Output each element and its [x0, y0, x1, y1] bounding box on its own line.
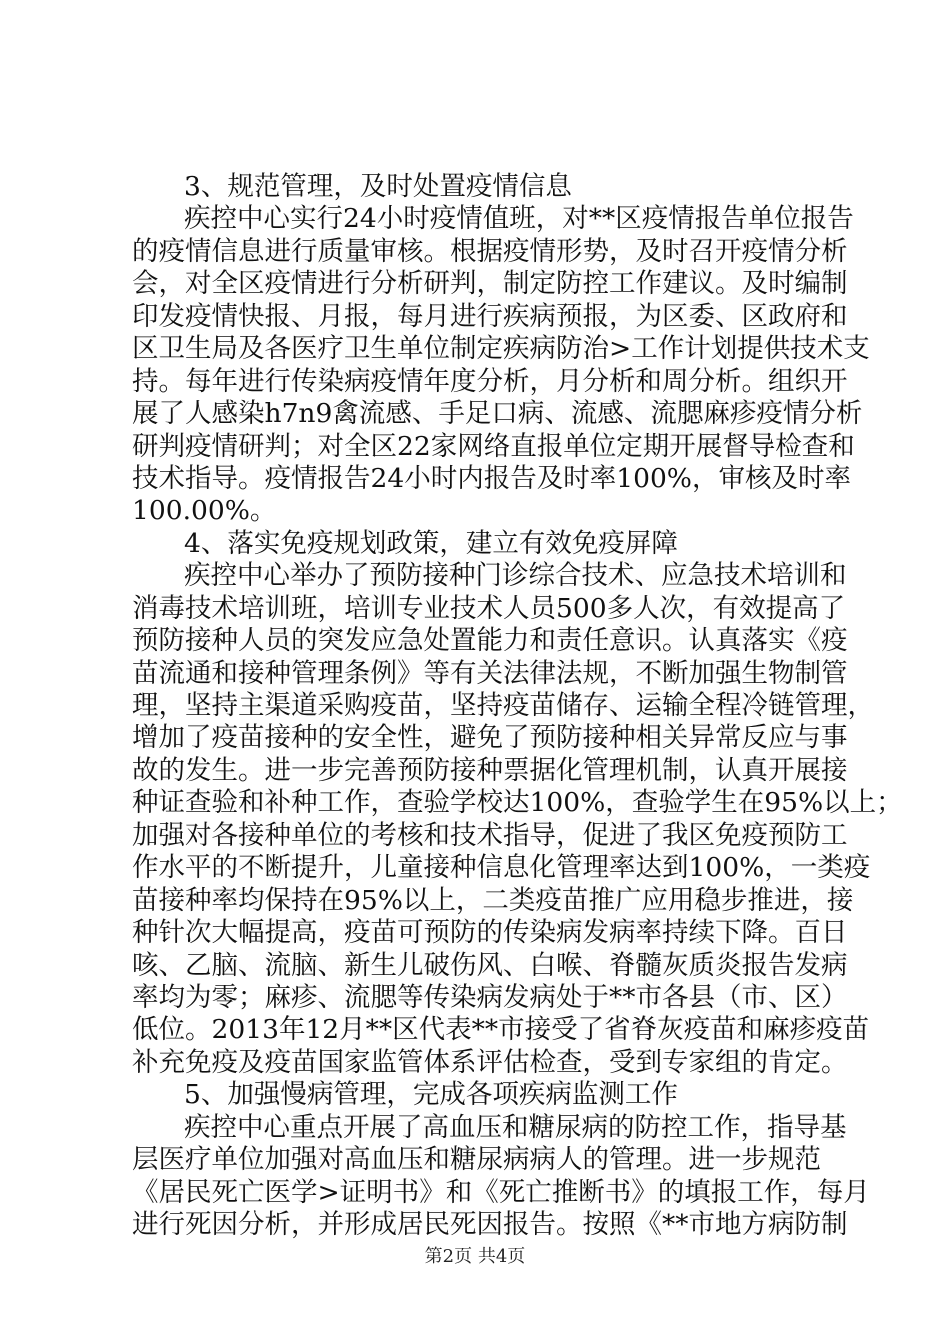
paragraph-line: 100.00%。 — [132, 495, 277, 527]
paragraph-line: 研判疫情研判；对全区22家网络直报单位定期开展督导检查和 — [132, 430, 855, 462]
page-footer: 第2页 共4页 — [424, 1246, 526, 1267]
paragraph-line: 疾控中心举办了预防接种门诊综合技术、应急技术培训和 — [184, 560, 847, 592]
paragraph-line: 种针次大幅提高，疫苗可预防的传染病发病率持续下降。百日 — [132, 917, 848, 949]
paragraph-line: 加强对各接种单位的考核和技术指导，促进了我区免疫预防工 — [132, 819, 848, 851]
paragraph-line: 《居民死亡医学>证明书》和《死亡推断书》的填报工作，每月 — [132, 1176, 870, 1208]
paragraph-line: 消毒技术培训班，培训专业技术人员500多人次，有效提高了 — [132, 592, 846, 624]
paragraph-line: 故的发生。进一步完善预防接种票据化管理机制，认真开展接 — [132, 754, 848, 786]
paragraph-line: 区卫生局及各医疗卫生单位制定疾病防治>工作计划提供技术支 — [132, 333, 870, 365]
paragraph-line: 苗流通和接种管理条例》等有关法律法规，不断加强生物制管 — [132, 657, 848, 689]
paragraph-line: 的疫情信息进行质量审核。根据疫情形势，及时召开疫情分析 — [132, 235, 848, 267]
paragraph-line: 理，坚持主渠道采购疫苗，坚持疫苗储存、运输全程冷链管理， — [132, 690, 874, 721]
paragraph-line: 增加了疫苗接种的安全性，避免了预防接种相关异常反应与事 — [132, 722, 848, 754]
paragraph-line: 展了人感染h7n9禽流感、手足口病、流感、流腮麻疹疫情分析 — [132, 398, 863, 430]
paragraph-line: 预防接种人员的突发应急处置能力和责任意识。认真落实《疫 — [132, 625, 848, 657]
section-heading: 3、规范管理，及时处置疫情信息 — [184, 171, 572, 202]
paragraph-line: 苗接种率均保持在95%以上，二类疫苗推广应用稳步推进，接 — [132, 884, 854, 916]
section-heading: 4、落实免疫规划政策，建立有效免疫屏障 — [184, 527, 678, 559]
paragraph-line: 补充免疫及疫苗国家监管体系评估检查，受到专家组的肯定。 — [132, 1046, 848, 1078]
section-heading: 5、加强慢病管理，完成各项疾病监测工作 — [184, 1079, 678, 1111]
paragraph-line: 率均为零；麻疹、流腮等传染病发病处于**市各县（市、区） — [132, 981, 848, 1013]
paragraph-line: 持。每年进行传染病疫情年度分析，月分析和周分析。组织开 — [132, 365, 848, 397]
paragraph-line: 会，对全区疫情进行分析研判，制定防控工作建议。及时编制 — [132, 268, 848, 300]
paragraph-line: 进行死因分析，并形成居民死因报告。按照《**市地方病防制 — [132, 1209, 848, 1240]
paragraph-line: 作水平的不断提升，儿童接种信息化管理率达到100%，一类疫 — [132, 852, 871, 884]
paragraph-line: 咳、乙脑、流脑、新生儿破伤风、白喉、脊髓灰质炎报告发病 — [132, 949, 848, 981]
paragraph-line: 疾控中心重点开展了高血压和糖尿病的防控工作，指导基 — [184, 1111, 847, 1143]
paragraph-line: 低位。2013年12月**区代表**市接受了省脊灰疫苗和麻疹疫苗 — [132, 1014, 870, 1046]
paragraph-line: 印发疫情快报、月报，每月进行疾病预报，为区委、区政府和 — [132, 300, 848, 332]
paragraph-line: 疾控中心实行24小时疫情值班，对**区疫情报告单位报告 — [184, 203, 854, 235]
paragraph-line: 层医疗单位加强对高血压和糖尿病病人的管理。进一步规范 — [132, 1144, 821, 1176]
document-body — [132, 171, 903, 1241]
paragraph-line: 技术指导。疫情报告24小时内报告及时率100%，审核及时率 — [132, 462, 851, 494]
paragraph-line: 种证查验和补种工作，查验学校达100%，查验学生在95%以上； — [132, 787, 903, 819]
